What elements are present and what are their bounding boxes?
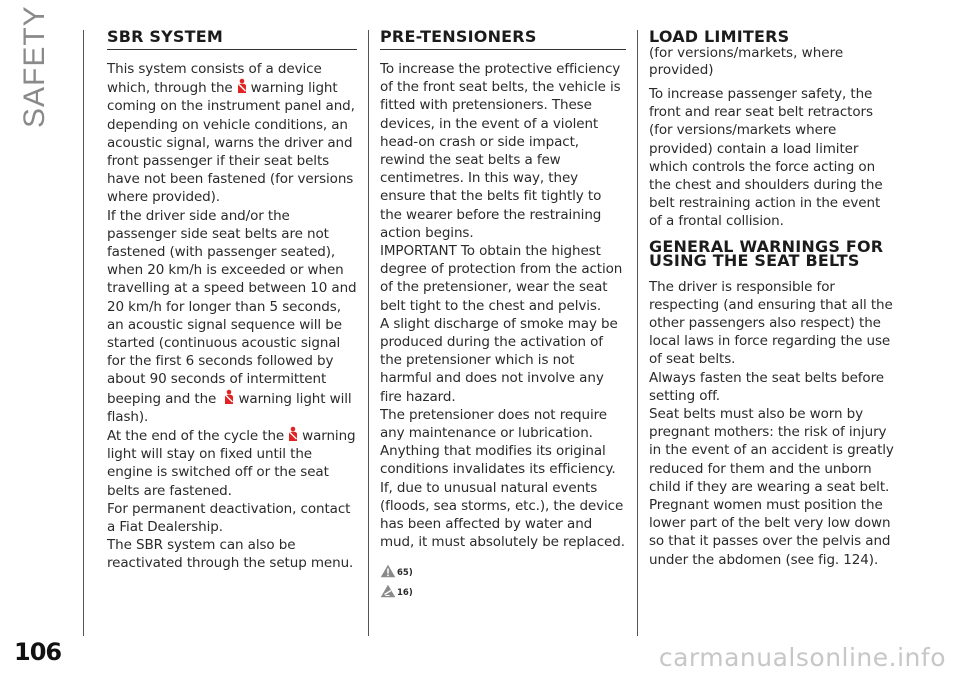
sbr-paragraph-1 <box>107 60 357 207</box>
warning-triangle-icon <box>380 564 396 578</box>
pretensioners-section <box>380 27 626 599</box>
pretensioners-paragraph-4: The pretensioner does not require any maintenance or lubrication. Anything that modifies its original conditions invalidates its efficiency. If, due to unusual natural events (floods, sea storms, etc.), the device has been affected by water and mud, it must absolutely be replaced. <box>380 406 625 551</box>
warning-reference[interactable] <box>380 560 626 578</box>
sbr-text: This system consists of a device which, through the <box>107 61 322 97</box>
pretensioners-paragraph-1: To increase the protective efficiency of the front seat belts, the vehicle is fitted with pretensioners. These devices, in the event of a violent head-on crash or side impact, rewind the seat belts a few centimetres. In this way, they ensure that the belts fit tightly to the wearer before the restraining action begins. <box>380 61 621 241</box>
footer-watermark[interactable]: carmanualsonline.info <box>658 643 946 672</box>
sbr-paragraph-2 <box>107 207 357 426</box>
sbr-text: warning light coming on the instrument panel and, depending on vehicle conditions, an acoustic signal, warns the driver and front passenger if their seat belts have not been fastened (for versions where provided). <box>107 80 355 206</box>
sbr-text: warning light will stay on fixed until the engine is switched off or the seat belts are fastened. <box>107 428 356 499</box>
note-reference-number: 16) <box>397 588 413 599</box>
load-limiters-paragraph: To increase passenger safety, the front and rear seat belt retractors (for versions/markets where provided) contain a load limiter which controls the force acting on the chest and shoulders during the belt restraining action in the event of a frontal collision. <box>649 86 883 230</box>
sbr-heading: SBR SYSTEM <box>107 30 357 50</box>
load-limiters-heading: LOAD LIMITERS <box>649 27 790 46</box>
warning-reference-number: 65) <box>397 568 413 579</box>
seatbelt-warning-icon <box>235 78 249 94</box>
sbr-text: If the driver side and/or the passenger side seat belts are not fastened (with passenger seated), when 20 km/h is exceeded or when travelling at a speed between 10 and 20 km/h for longer than 5 seconds, an acoustic signal sequence will be started (continuous acoustic signal for the first 6 seconds followed by about 90 seconds of intermittent beeping and the <box>107 207 357 407</box>
general-warnings-heading: GENERAL WARNINGS FOR USING THE SEAT BELTS <box>649 236 884 270</box>
sbr-text: At the end of the cycle the <box>107 428 285 445</box>
pretensioners-paragraph-2: IMPORTANT To obtain the highest degree of protection from the action of the pretensioner, wear the seat belt tight to the chest and pelvis. <box>380 243 623 314</box>
general-paragraph-1: The driver is responsible for respecting (and ensuring that all the other passengers also respect) the local laws in force regarding the use of seat belts. <box>649 278 893 368</box>
sbr-section <box>107 27 357 573</box>
note-icon <box>380 584 396 598</box>
page-number: 106 <box>14 638 62 666</box>
pretensioners-paragraph-3: A slight discharge of smoke may be produced during the activation of the pretensioner which is not harmful and does not involve any fire hazard. <box>380 315 618 405</box>
load-limiters-section <box>649 27 897 569</box>
section-label: SAFETY <box>18 5 51 128</box>
general-paragraph-2: Always fasten the seat belts before setting off. <box>649 369 884 404</box>
sbr-text: warning light will flash). <box>107 390 352 425</box>
load-limiters-availability: (for versions/markets, where provided) <box>649 45 844 78</box>
column-divider <box>368 30 369 636</box>
pretensioners-heading: PRE-TENSIONERS <box>380 30 626 50</box>
seatbelt-warning-icon <box>222 389 236 405</box>
general-paragraph-3: Seat belts must also be worn by pregnant mothers: the risk of injury in the event of an accident is greatly reduced for them and the unborn child if they are wearing a seat belt. Pregnant women must position the lower part of the belt very low down so that it passes over the pelvis and under the abdomen (see fig. 124). <box>649 406 894 568</box>
note-reference[interactable] <box>380 580 626 598</box>
sbr-paragraph-5: The SBR system can also be reactivated through the setup menu. <box>107 537 354 572</box>
section-divider <box>83 30 84 636</box>
column-divider <box>637 30 638 636</box>
sbr-paragraph-4: For permanent deactivation, contact a Fiat Dealership. <box>107 500 351 536</box>
sbr-paragraph-3 <box>107 426 357 500</box>
seatbelt-warning-icon <box>286 426 300 442</box>
